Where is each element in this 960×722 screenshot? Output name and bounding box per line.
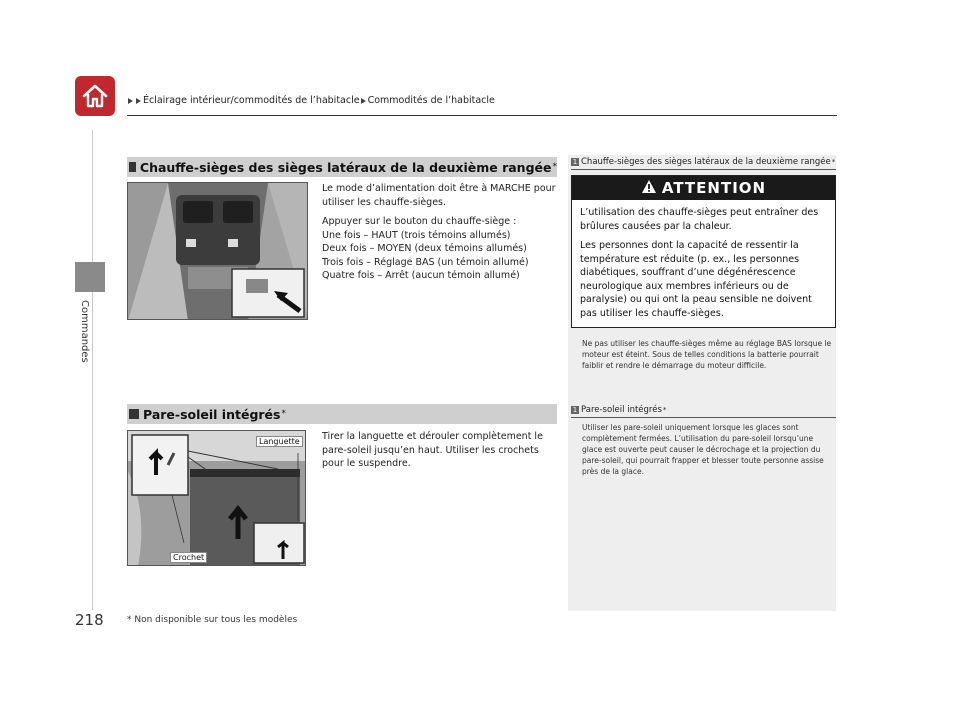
instruction-line: Quatre fois – Arrêt (aucun témoin allumé): [322, 270, 520, 281]
breadcrumb-item[interactable]: Commodités de l’habitacle: [367, 95, 495, 106]
section-title: Chauffe-sièges des sièges latéraux de la deuxième rangée: [139, 159, 552, 175]
sunshade-instructions: [322, 430, 558, 477]
note-title-text: Pare-soleil intégrés: [581, 405, 662, 415]
home-button[interactable]: [75, 76, 115, 116]
sunshade-photo: [127, 430, 306, 566]
sidebar-line: [92, 130, 93, 610]
home-icon: [81, 82, 109, 110]
chevron-right-icon: [361, 98, 366, 104]
footnote-star: *: [831, 158, 836, 166]
paragraph: Tirer la languette et dérouler complètement le pare-soleil jusqu’en haut. Utiliser les crochets pour le suspendre.: [322, 431, 543, 469]
instruction-line: Trois fois – Réglage BAS (un témoin allumé): [322, 256, 529, 268]
note-divider: [571, 417, 836, 418]
section-header-sunshades: [127, 404, 557, 424]
note-title-text: Chauffe-sièges des sièges latéraux de la deuxième rangée: [581, 157, 831, 167]
attention-paragraph: Les personnes dont la capacité de ressentir la température est réduite (p. ex., les personnes diabétiques, souffrant d’une dégénérescence neurologique aux membres inférieurs ou de paralysie) ou qui ont la peau sensible ne doivent pas utiliser les chauffe-sièges.: [580, 240, 812, 319]
paragraph: Le mode d’alimentation doit être à MARCHE pour utiliser les chauffe-sièges.: [322, 183, 556, 208]
breadcrumb-item[interactable]: Éclairage intérieur/commodités de l’habitacle: [143, 95, 360, 106]
note-title-seat-heaters: [571, 157, 835, 167]
label-hook: Crochet: [170, 552, 207, 563]
section-title: Pare-soleil intégrés: [143, 406, 281, 422]
chevron-right-icon: [136, 98, 141, 104]
note-title-sunshades: [571, 405, 666, 415]
note-text-sunshades: Utiliser les pare-soleil uniquement lorsque les glaces sont complètement fermées. L’utilisation du pare-soleil lorsqu’une glace est ouverte peut causer le décrochage et la projection du pare-soleil, qui pourrait frapper et blesser toute personne assise près de la glace.: [582, 423, 824, 476]
chapter-tab[interactable]: [75, 262, 105, 292]
header-divider: [127, 115, 837, 116]
chevron-right-icon: [128, 98, 133, 104]
chapter-label: Commandes: [79, 300, 90, 363]
attention-body: [572, 200, 835, 320]
section-header-seat-heaters: [127, 157, 557, 177]
square-bullet-icon: [129, 409, 139, 419]
seat-heater-instructions: [322, 182, 558, 283]
footnote: * Non disponible sur tous les modèles: [127, 615, 298, 625]
note-divider: [571, 169, 836, 170]
breadcrumb: [127, 95, 495, 106]
attention-paragraph: L’utilisation des chauffe-sièges peut entraîner des brûlures causées par la chaleur.: [580, 207, 819, 232]
instruction-line: Deux fois – MOYEN (deux témoins allumés): [322, 243, 527, 254]
instruction-line: Appuyer sur le bouton du chauffe-siège :: [322, 216, 517, 227]
attention-header: [572, 176, 835, 200]
warning-icon: [641, 179, 657, 198]
instruction-line: Une fois – HAUT (trois témoins allumés): [322, 229, 511, 241]
label-tab: Languette: [256, 436, 303, 447]
note-number: 1: [572, 158, 578, 166]
note-number: 1: [572, 406, 578, 414]
page-number: 218: [75, 611, 104, 629]
square-bullet-icon: [129, 162, 136, 172]
seat-heater-photo: [127, 182, 308, 320]
attention-box: [571, 175, 836, 328]
footnote-star: *: [552, 162, 557, 172]
footnote-star: *: [662, 406, 667, 414]
note-text-seat-heaters: Ne pas utiliser les chauffe-sièges même au réglage BAS lorsque le moteur est éteint. Sous de telles conditions la batterie pourrait faiblir et rendre le démarrage du moteur difficile.: [582, 339, 832, 370]
attention-title: ATTENTION: [661, 179, 767, 197]
footnote-star: *: [281, 409, 286, 419]
